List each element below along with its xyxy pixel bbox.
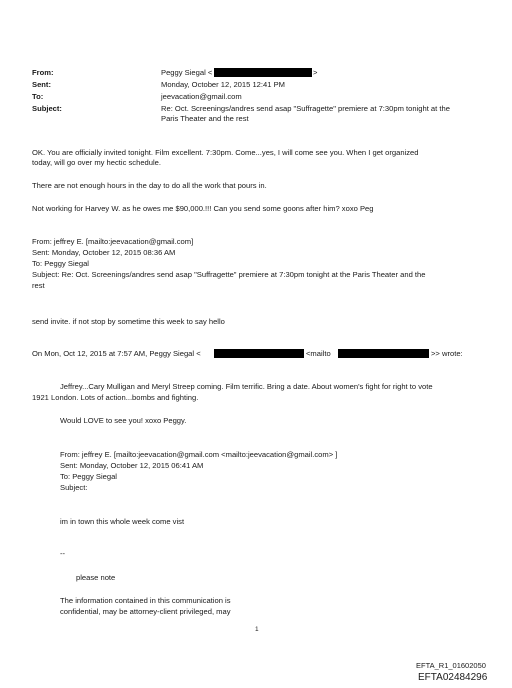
bates-number-2: EFTA02484296 xyxy=(418,672,488,683)
redaction-box xyxy=(338,349,429,358)
body-paragraph-1-line2: today, will go over my hectic schedule. xyxy=(32,158,162,167)
subject-value-line2: Paris Theater and the rest xyxy=(161,114,249,123)
from-label: From: xyxy=(32,68,54,77)
page-number: 1 xyxy=(255,626,259,633)
from-close: > xyxy=(313,68,318,77)
quoted-subject-line2: rest xyxy=(32,281,45,290)
confidentiality-line1: The information contained in this communication is xyxy=(60,596,231,605)
from-value: Peggy Siegal < xyxy=(161,68,213,77)
quoted-sent: Sent: Monday, October 12, 2015 08:36 AM xyxy=(32,248,176,257)
on-line-prefix: On Mon, Oct 12, 2015 at 7:57 AM, Peggy Siegal < xyxy=(32,349,201,358)
confidentiality-line2: confidential, may be attorney-client privileged, may xyxy=(60,607,231,616)
quoted-from: From: jeffrey E. [mailto:jeevacation@gmail.com] xyxy=(32,237,194,246)
to-value: jeevacation@gmail.com xyxy=(161,92,242,101)
quoted3-body: im in town this whole week come vist xyxy=(60,517,185,526)
on-line-mailto: <mailto xyxy=(306,349,331,358)
redaction-box xyxy=(214,68,312,77)
quoted-to: To: Peggy Siegal xyxy=(32,259,89,268)
subject-label: Subject: xyxy=(32,104,62,113)
body-paragraph-3: Not working for Harvey W. as he owes me $90,000.!!! Can you send some goons after him? xoxo Peg xyxy=(32,204,374,213)
body-paragraph-1-line1: OK. You are officially invited tonight. Film excellent. 7:30pm. Come...yes, I will come see you. When I get organized xyxy=(32,148,419,157)
bates-number-1: EFTA_R1_01602050 xyxy=(416,661,486,670)
sent-value: Monday, October 12, 2015 12:41 PM xyxy=(161,80,285,89)
quoted3-from: From: jeffrey E. [mailto:jeevacation@gmail.com <mailto:jeevacation@gmail.com> ] xyxy=(60,450,338,459)
quoted-body: send invite. if not stop by sometime this week to say hello xyxy=(32,317,225,326)
quoted3-sent: Sent: Monday, October 12, 2015 06:41 AM xyxy=(60,461,204,470)
sent-label: Sent: xyxy=(32,80,51,89)
quoted-subject-line1: Subject: Re: Oct. Screenings/andres send asap "Suffragette" premiere at 7:30pm tonight at the Paris Theater and the xyxy=(32,270,426,279)
quoted3-to: To: Peggy Siegal xyxy=(60,472,117,481)
on-line-suffix: >> wrote: xyxy=(431,349,463,358)
redaction-box xyxy=(214,349,304,358)
to-label: To: xyxy=(32,92,44,101)
quoted2-line1: Jeffrey...Cary Mulligan and Meryl Streep coming. Film terrific. Bring a date. About women's fight for right to vote xyxy=(60,382,433,391)
signature-dashes: -- xyxy=(60,549,66,558)
quoted2-line3: Would LOVE to see you! xoxo Peggy. xyxy=(60,416,187,425)
body-paragraph-2: There are not enough hours in the day to do all the work that pours in. xyxy=(32,181,267,190)
please-note: please note xyxy=(76,573,116,582)
subject-value-line1: Re: Oct. Screenings/andres send asap "Suffragette" premiere at 7:30pm tonight at the xyxy=(161,104,450,113)
quoted2-line2: 1921 London. Lots of action...bombs and fighting. xyxy=(32,393,199,402)
quoted3-subject: Subject: xyxy=(60,483,88,492)
